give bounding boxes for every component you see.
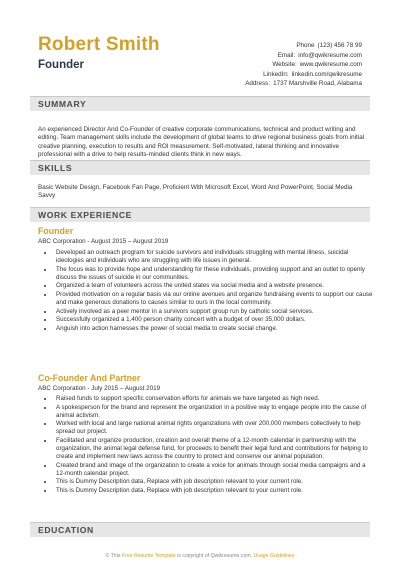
resume-header [0, 0, 400, 100]
list-item: • This is Dummy Description data, Replace with job description relevant to your current role. [54, 487, 374, 495]
footer-copyright [0, 553, 400, 559]
job-title: Founder [38, 226, 74, 236]
list-item: • Successfully organized a 1,400 person charity concert with a budget of over 35,000 dollars. [54, 316, 374, 324]
footer-text: © This [105, 553, 122, 559]
contact-phone [142, 41, 362, 51]
contact-website [142, 60, 362, 70]
list-item: • Organized a team of volunteers across the united states via social media and a website presence. [54, 282, 374, 290]
job-bullets [46, 249, 374, 333]
section-title: SUMMARY [38, 99, 87, 109]
candidate-name: Robert Smith [38, 34, 160, 55]
summary-section-header [30, 96, 370, 111]
experience-section-header [30, 207, 370, 222]
contact-value: 1737 Marshville Road, Alabama [273, 80, 362, 88]
contact-label: Email: [277, 51, 296, 59]
list-item: • Created brand and image of the organization to create a voice for animals through social media campaigns and a 12-month calendar project. [54, 462, 374, 478]
contact-label: LinkedIn: [263, 70, 289, 78]
contact-label: Phone [296, 42, 315, 49]
education-section-header [30, 522, 370, 537]
usage-guidelines-link[interactable]: Usage Guidelines [253, 553, 295, 559]
list-item: • Facilitated and organize production, creation and overall theme of a 12-month calendar in partnership with the organization, the animal legal defense fund, for proceeds to benefit their legal fund and contributions for helping to create and implement new laws across the country to protect and conserve our animal population. [54, 437, 374, 461]
section-title: EDUCATION [38, 525, 94, 535]
contact-value: (123) 456 78 99 [317, 42, 362, 49]
contact-value[interactable]: info@qwikresume.com [298, 51, 362, 59]
contact-address [142, 79, 362, 89]
contact-label: Address: [245, 80, 271, 88]
skills-text: Basic Website Design, Facebook Fan Page, Proficient With Microsoft Excel, Word And PowerPoint, Social Media Savvy [38, 184, 353, 200]
footer-text: is copyright of Qwikresume.com. [175, 553, 254, 559]
list-item: • This is Dummy Description data, Replace with job description relevant to your current role. [54, 478, 374, 486]
job-title: Co-Founder And Partner [38, 373, 141, 383]
candidate-role: Founder [38, 59, 84, 71]
list-item: • Raised funds to support specific conservation efforts for animals we have targeted as high need. [54, 395, 374, 403]
contact-email [142, 51, 362, 61]
list-item: • Actively involved as a peer mentor in a survivors support group run by catholic social services. [54, 308, 374, 316]
contact-value[interactable]: www.qwikresume.com [299, 61, 362, 69]
section-title: WORK EXPERIENCE [38, 210, 132, 220]
list-item: • The focus was to provide hope and understanding for these individuals, providing support and an outlet to openly discuss the issues of suicide in our communities. [54, 266, 374, 282]
job-meta: ABC Corporation - July 2015 – August 2019 [38, 385, 161, 392]
section-title: SKILLS [38, 163, 73, 173]
contact-label: Website: [272, 61, 297, 69]
contact-linkedin [142, 70, 362, 80]
summary-text: An experienced Director And Co-Founder of creative corporate communications, technical and product writing and editing. Team management skills include the development of global teams to drive regional business goals from initial creative planning, execution to results and ROI measurement. Self-motivated, lateral thinking and innovative professional with a drive to help results-minded clients think in new ways. [38, 126, 365, 159]
job-bullets [46, 395, 374, 496]
job-meta: ABC Corporation - August 2015 – August 2019 [38, 238, 169, 245]
list-item: • Anguish into action harnesses the power of social media to create social change. [54, 325, 374, 333]
list-item: • A spokesperson for the brand and represent the organization in a positive way to engage people into the cause of animal activism. [54, 404, 374, 420]
skills-section-header [30, 160, 370, 175]
free-template-link[interactable]: Free Resume Template [121, 553, 176, 559]
list-item: • Developed an outreach program for suicide survivors and individuals struggling with mental illness, suicidal ideologies and individuals who are struggling with life issues in general. [54, 249, 374, 265]
list-item: • Provided motivation on a regular basis via our online avenues and organize fundraising events to support our cause and make generous donations to causes similar to ours in the local community. [54, 291, 374, 307]
contact-block [142, 41, 362, 89]
contact-value[interactable]: linkedin.com/qwikresume [291, 70, 362, 78]
list-item: • Worked with local and large national animal rights organizations with over 200,000 members collectively to help spread our project. [54, 420, 374, 436]
